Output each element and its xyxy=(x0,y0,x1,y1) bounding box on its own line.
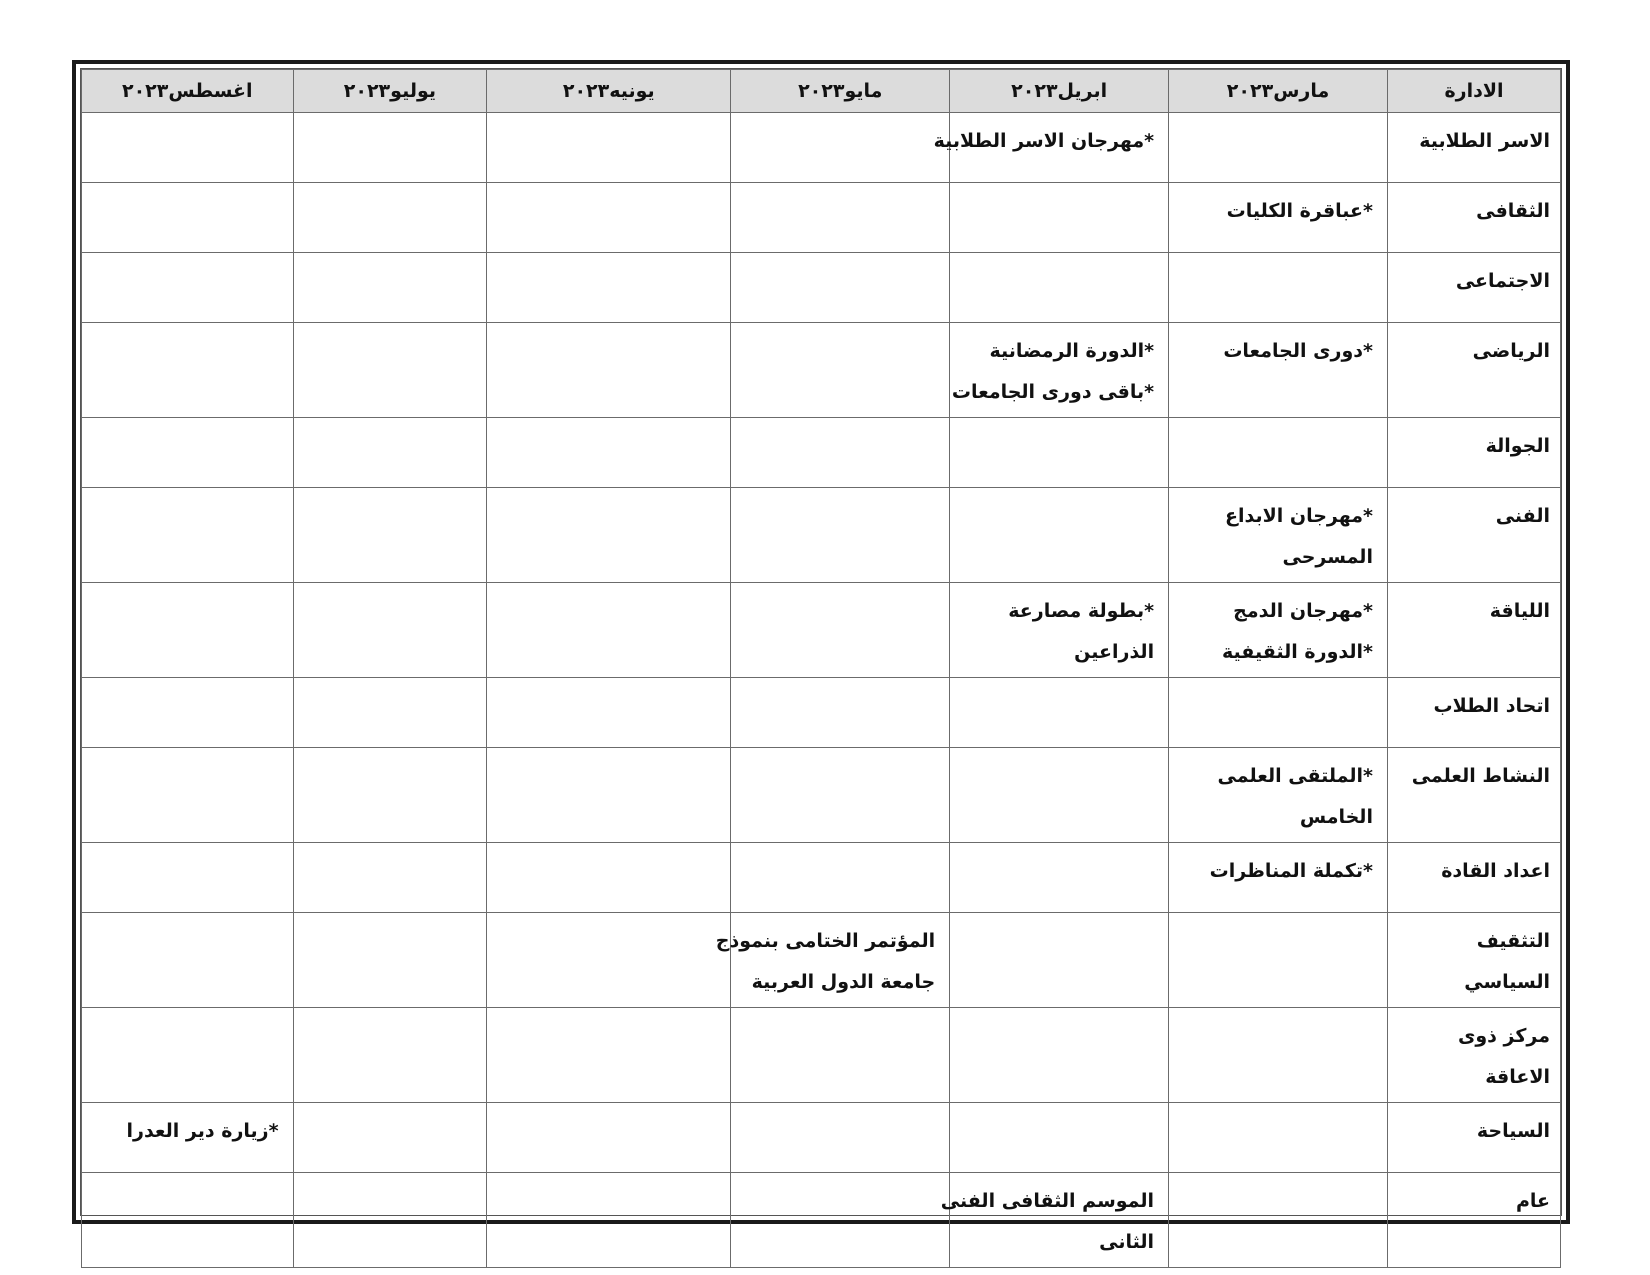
department-cell: النشاط العلمى xyxy=(1387,748,1560,843)
activity-text: *تكملة المناظرات xyxy=(1209,860,1373,882)
cell-may xyxy=(731,488,950,583)
activity-text: *الدورة الرمضانية xyxy=(989,340,1155,362)
cell-may xyxy=(731,1008,950,1103)
activity-text: *مهرجان الدمج xyxy=(1233,600,1373,622)
cell-may xyxy=(731,418,950,488)
table-row xyxy=(82,583,1561,678)
cell-august xyxy=(82,1103,294,1173)
cell-july xyxy=(293,1103,487,1173)
cell-march xyxy=(1169,913,1388,1008)
cell-august xyxy=(82,183,294,253)
cell-april xyxy=(950,253,1169,323)
department-cell: الفنى xyxy=(1387,488,1560,583)
cell-may xyxy=(731,583,950,678)
cell-august xyxy=(82,488,294,583)
cell-march xyxy=(1169,1008,1388,1103)
cell-august xyxy=(82,913,294,1008)
cell-march xyxy=(1169,323,1388,418)
header-june: يونيه٢٠٢٣ xyxy=(487,70,731,113)
table-row xyxy=(82,913,1561,1008)
cell-march xyxy=(1169,583,1388,678)
cell-july xyxy=(293,488,487,583)
cell-july xyxy=(293,418,487,488)
cell-july xyxy=(293,323,487,418)
activity-text: *الملتقى العلمى xyxy=(1217,765,1373,787)
cell-june xyxy=(487,913,731,1008)
activity-text: *مهرجان الابداع xyxy=(1224,505,1373,527)
cell-may xyxy=(731,323,950,418)
cell-june xyxy=(487,843,731,913)
cell-august xyxy=(82,418,294,488)
cell-july xyxy=(293,183,487,253)
cell-may xyxy=(731,183,950,253)
cell-june xyxy=(487,1103,731,1173)
cell-june xyxy=(487,183,731,253)
schedule-frame-inner xyxy=(80,68,1562,1253)
cell-march xyxy=(1169,113,1388,183)
activity-schedule-table xyxy=(81,69,1561,1268)
cell-august xyxy=(82,1008,294,1103)
department-cell: اتحاد الطلاب xyxy=(1387,678,1560,748)
cell-march xyxy=(1169,488,1388,583)
activity-text: المؤتمر الختامى بنموذج xyxy=(715,930,936,952)
department-cell: عام xyxy=(1387,1173,1560,1268)
department-cell: التثقيف السياسي xyxy=(1387,913,1560,1008)
table-row xyxy=(82,1008,1561,1103)
department-cell: مركز ذوى الاعاقة xyxy=(1387,1008,1560,1103)
cell-april xyxy=(950,1103,1169,1173)
cell-july xyxy=(293,253,487,323)
cell-june xyxy=(487,488,731,583)
cell-june xyxy=(487,678,731,748)
cell-august xyxy=(82,583,294,678)
cell-august xyxy=(82,253,294,323)
activity-text: جامعة الدول العربية xyxy=(751,971,936,993)
cell-april xyxy=(950,913,1169,1008)
cell-august xyxy=(82,1173,294,1268)
activity-text: *بطولة مصارعة xyxy=(1008,600,1155,622)
cell-march xyxy=(1169,183,1388,253)
header-august: اغسطس٢٠٢٣ xyxy=(82,70,294,113)
cell-april xyxy=(950,843,1169,913)
cell-may xyxy=(731,748,950,843)
cell-march xyxy=(1169,843,1388,913)
activity-text: *مهرجان الاسر الطلابية xyxy=(933,130,1155,152)
department-cell: السياحة xyxy=(1387,1103,1560,1173)
cell-june xyxy=(487,418,731,488)
cell-june xyxy=(487,748,731,843)
header-department: الادارة xyxy=(1387,70,1560,113)
cell-may xyxy=(731,253,950,323)
cell-august xyxy=(82,843,294,913)
table-row xyxy=(82,1173,1561,1268)
cell-august xyxy=(82,748,294,843)
header-april: ابريل٢٠٢٣ xyxy=(950,70,1169,113)
table-row xyxy=(82,748,1561,843)
table-row xyxy=(82,843,1561,913)
cell-may xyxy=(731,113,950,183)
header-row xyxy=(82,70,1561,113)
cell-april xyxy=(940,1173,1169,1268)
cell-march xyxy=(1169,1173,1388,1268)
table-row xyxy=(82,418,1561,488)
table-row xyxy=(82,253,1561,323)
table-row xyxy=(82,113,1561,183)
cell-march xyxy=(1169,1103,1388,1173)
department-cell: اللياقة xyxy=(1387,583,1560,678)
activity-text: الموسم الثقافى الفنى xyxy=(940,1190,1155,1212)
table-row xyxy=(82,678,1561,748)
cell-march xyxy=(1169,418,1388,488)
cell-july xyxy=(293,843,487,913)
table-row xyxy=(82,1103,1561,1173)
cell-august xyxy=(82,678,294,748)
table-row xyxy=(82,183,1561,253)
schedule-body xyxy=(82,113,1561,1268)
header-july: يوليو٢٠٢٣ xyxy=(293,70,487,113)
table-row xyxy=(82,488,1561,583)
cell-april xyxy=(950,418,1169,488)
cell-april xyxy=(950,183,1169,253)
department-cell: الرياضى xyxy=(1387,323,1560,418)
activity-text: الذراعين xyxy=(1074,641,1155,663)
cell-july xyxy=(293,1173,487,1268)
header-may: مايو٢٠٢٣ xyxy=(731,70,950,113)
header-march: مارس٢٠٢٣ xyxy=(1169,70,1388,113)
cell-april xyxy=(950,488,1169,583)
cell-march xyxy=(1169,748,1388,843)
activity-text: المسرحى xyxy=(1282,546,1373,568)
activity-text: *الدورة الثقيفية xyxy=(1222,641,1373,663)
cell-july xyxy=(293,748,487,843)
cell-july xyxy=(293,678,487,748)
cell-april xyxy=(950,1008,1169,1103)
cell-may xyxy=(731,678,950,748)
activity-text: الخامس xyxy=(1299,806,1373,828)
cell-august xyxy=(82,323,294,418)
cell-may xyxy=(715,913,950,1008)
cell-july xyxy=(293,113,487,183)
cell-june xyxy=(487,113,731,183)
department-cell: الاجتماعى xyxy=(1387,253,1560,323)
cell-august xyxy=(82,113,294,183)
cell-june xyxy=(487,1173,731,1268)
department-cell: الاسر الطلابية xyxy=(1387,113,1560,183)
cell-may xyxy=(731,843,950,913)
cell-april xyxy=(933,113,1169,183)
activity-text: *عباقرة الكليات xyxy=(1226,200,1373,222)
cell-july xyxy=(293,913,487,1008)
cell-march xyxy=(1169,253,1388,323)
activity-text: *زيارة دير العدرا xyxy=(126,1120,279,1142)
department-cell: اعداد القادة xyxy=(1387,843,1560,913)
cell-june xyxy=(487,1008,731,1103)
cell-june xyxy=(487,583,731,678)
cell-june xyxy=(487,323,731,418)
department-cell: الجوالة xyxy=(1387,418,1560,488)
department-cell: الثقافى xyxy=(1387,183,1560,253)
cell-april xyxy=(950,678,1169,748)
cell-july xyxy=(293,583,487,678)
schedule-frame xyxy=(72,60,1570,1253)
cell-july xyxy=(293,1008,487,1103)
table-row xyxy=(82,323,1561,418)
cell-may xyxy=(731,1103,950,1173)
cell-may xyxy=(731,1173,950,1268)
cell-april xyxy=(950,748,1169,843)
cell-june xyxy=(487,253,731,323)
activity-text: الثانى xyxy=(1099,1231,1155,1253)
cell-march xyxy=(1169,678,1388,748)
activity-text: *باقى دورى الجامعات xyxy=(951,381,1155,403)
activity-text: *دورى الجامعات xyxy=(1223,340,1373,362)
cell-april xyxy=(950,323,1169,418)
cell-april xyxy=(950,583,1169,678)
